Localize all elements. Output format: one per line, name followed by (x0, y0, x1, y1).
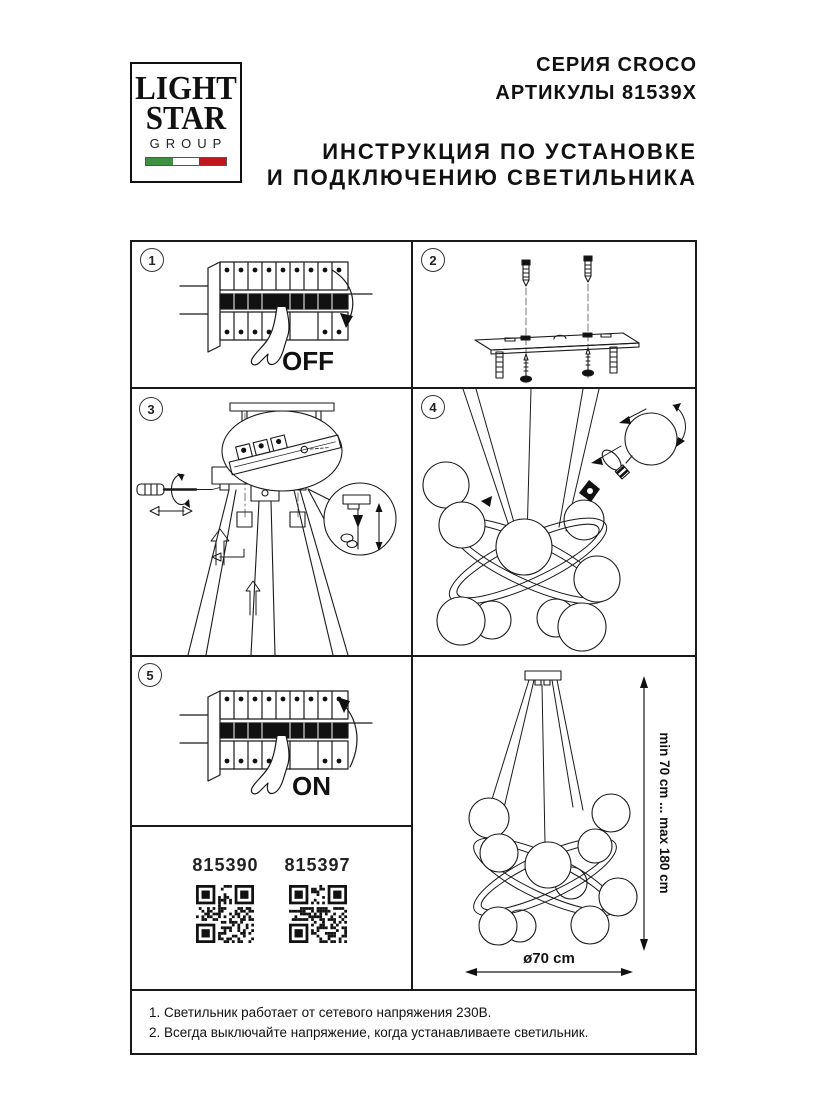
panel-dimensions (413, 657, 695, 991)
ceiling-plate (525, 671, 561, 685)
panel-step-3 (132, 389, 413, 657)
flag-red-segment (199, 158, 226, 165)
qr-code (196, 885, 254, 943)
slide-arrow-icon (150, 507, 192, 516)
mounting-bracket (475, 333, 639, 354)
logo-word-star: STAR (145, 98, 227, 137)
chandelier-assembly-illustration (413, 389, 695, 655)
panel-step-1 (132, 242, 413, 389)
terminal-block-magnifier (222, 411, 342, 491)
dowel-icon (496, 352, 503, 378)
footnote-line-1: 1. Светильник работает от сетевого напряжения 230В. (149, 1005, 492, 1020)
diameter-dimension-label: ø70 cm (523, 950, 575, 967)
lift-arrow-icon (211, 529, 260, 615)
panel-step-4 (413, 389, 695, 657)
mounting-plate-illustration (413, 248, 695, 388)
instruction-steps-grid (130, 240, 697, 1055)
step-5-number: 5 (146, 667, 154, 683)
breaker-off-illustration (174, 246, 386, 388)
dowel-icon (610, 347, 617, 373)
instruction-line-1: ИНСТРУКЦИЯ ПО УСТАНОВКЕ (322, 139, 697, 164)
qr-codes-panel (132, 827, 413, 991)
qr-group-right (285, 855, 351, 943)
on-label: ON (292, 771, 331, 801)
article-number: 815390 (192, 855, 259, 875)
cable-lock-magnifier (308, 483, 396, 555)
flag-green-segment (146, 158, 173, 165)
breaker-modules-top (220, 262, 348, 290)
breaker-on-illustration (174, 675, 386, 817)
square-nut (237, 512, 252, 527)
pointing-hand-icon (251, 736, 288, 794)
step-1-number: 1 (148, 252, 156, 268)
panel-step-2 (413, 242, 695, 389)
step-4-number: 4 (429, 399, 437, 415)
glass-globe-detached (625, 413, 677, 465)
wall-anchor-icon (584, 256, 592, 282)
step-2-badge (421, 248, 445, 272)
step-5-badge (138, 663, 162, 687)
off-label: OFF (282, 346, 334, 376)
panel-step-5 (132, 657, 413, 827)
italian-flag-bar (145, 157, 227, 166)
ring-arrow (481, 496, 492, 507)
instruction-line-2: И ПОДКЛЮЧЕНИЮ СВЕТИЛЬНИКА (266, 165, 697, 190)
step-3-badge (139, 397, 163, 421)
articles-line: АРТИКУЛЫ 81539X (495, 82, 697, 104)
logo-word-light: LIGHT (135, 68, 237, 107)
diameter-dimension-arrow (465, 968, 633, 976)
footnote-line-2: 2. Всегда выключайте напряжение, когда устанавливаете светильник. (149, 1025, 589, 1040)
lightstar-logo (130, 62, 242, 183)
chandelier-dimensions-illustration (413, 657, 695, 989)
instruction-title (267, 139, 697, 191)
height-dimension-arrow (640, 676, 648, 951)
wall-anchor-icon (522, 260, 530, 286)
breaker-modules-top (220, 691, 348, 719)
screw-icon (583, 348, 594, 376)
article-number: 815397 (284, 855, 351, 875)
lamp-socket-icon (579, 480, 600, 502)
breaker-toggles-band (220, 294, 348, 309)
breaker-toggles-band (220, 723, 348, 738)
logo-word-group: GROUP (149, 136, 228, 151)
series-title (267, 51, 697, 107)
footnotes-box (132, 991, 695, 1053)
step-4-badge (421, 395, 445, 419)
step-1-badge (140, 248, 164, 272)
step-2-number: 2 (429, 252, 437, 268)
screwdriver-icon (137, 473, 220, 508)
header-title-block (267, 51, 697, 191)
qr-group-left (192, 855, 258, 943)
flag-white-segment (173, 158, 200, 165)
height-dimension-label: min 70 cm ... max 180 cm (657, 732, 672, 894)
series-line: СЕРИЯ CROCO (536, 54, 697, 76)
canopy-wiring-illustration (132, 389, 411, 655)
step-3-number: 3 (147, 401, 155, 417)
qr-code (289, 885, 347, 943)
